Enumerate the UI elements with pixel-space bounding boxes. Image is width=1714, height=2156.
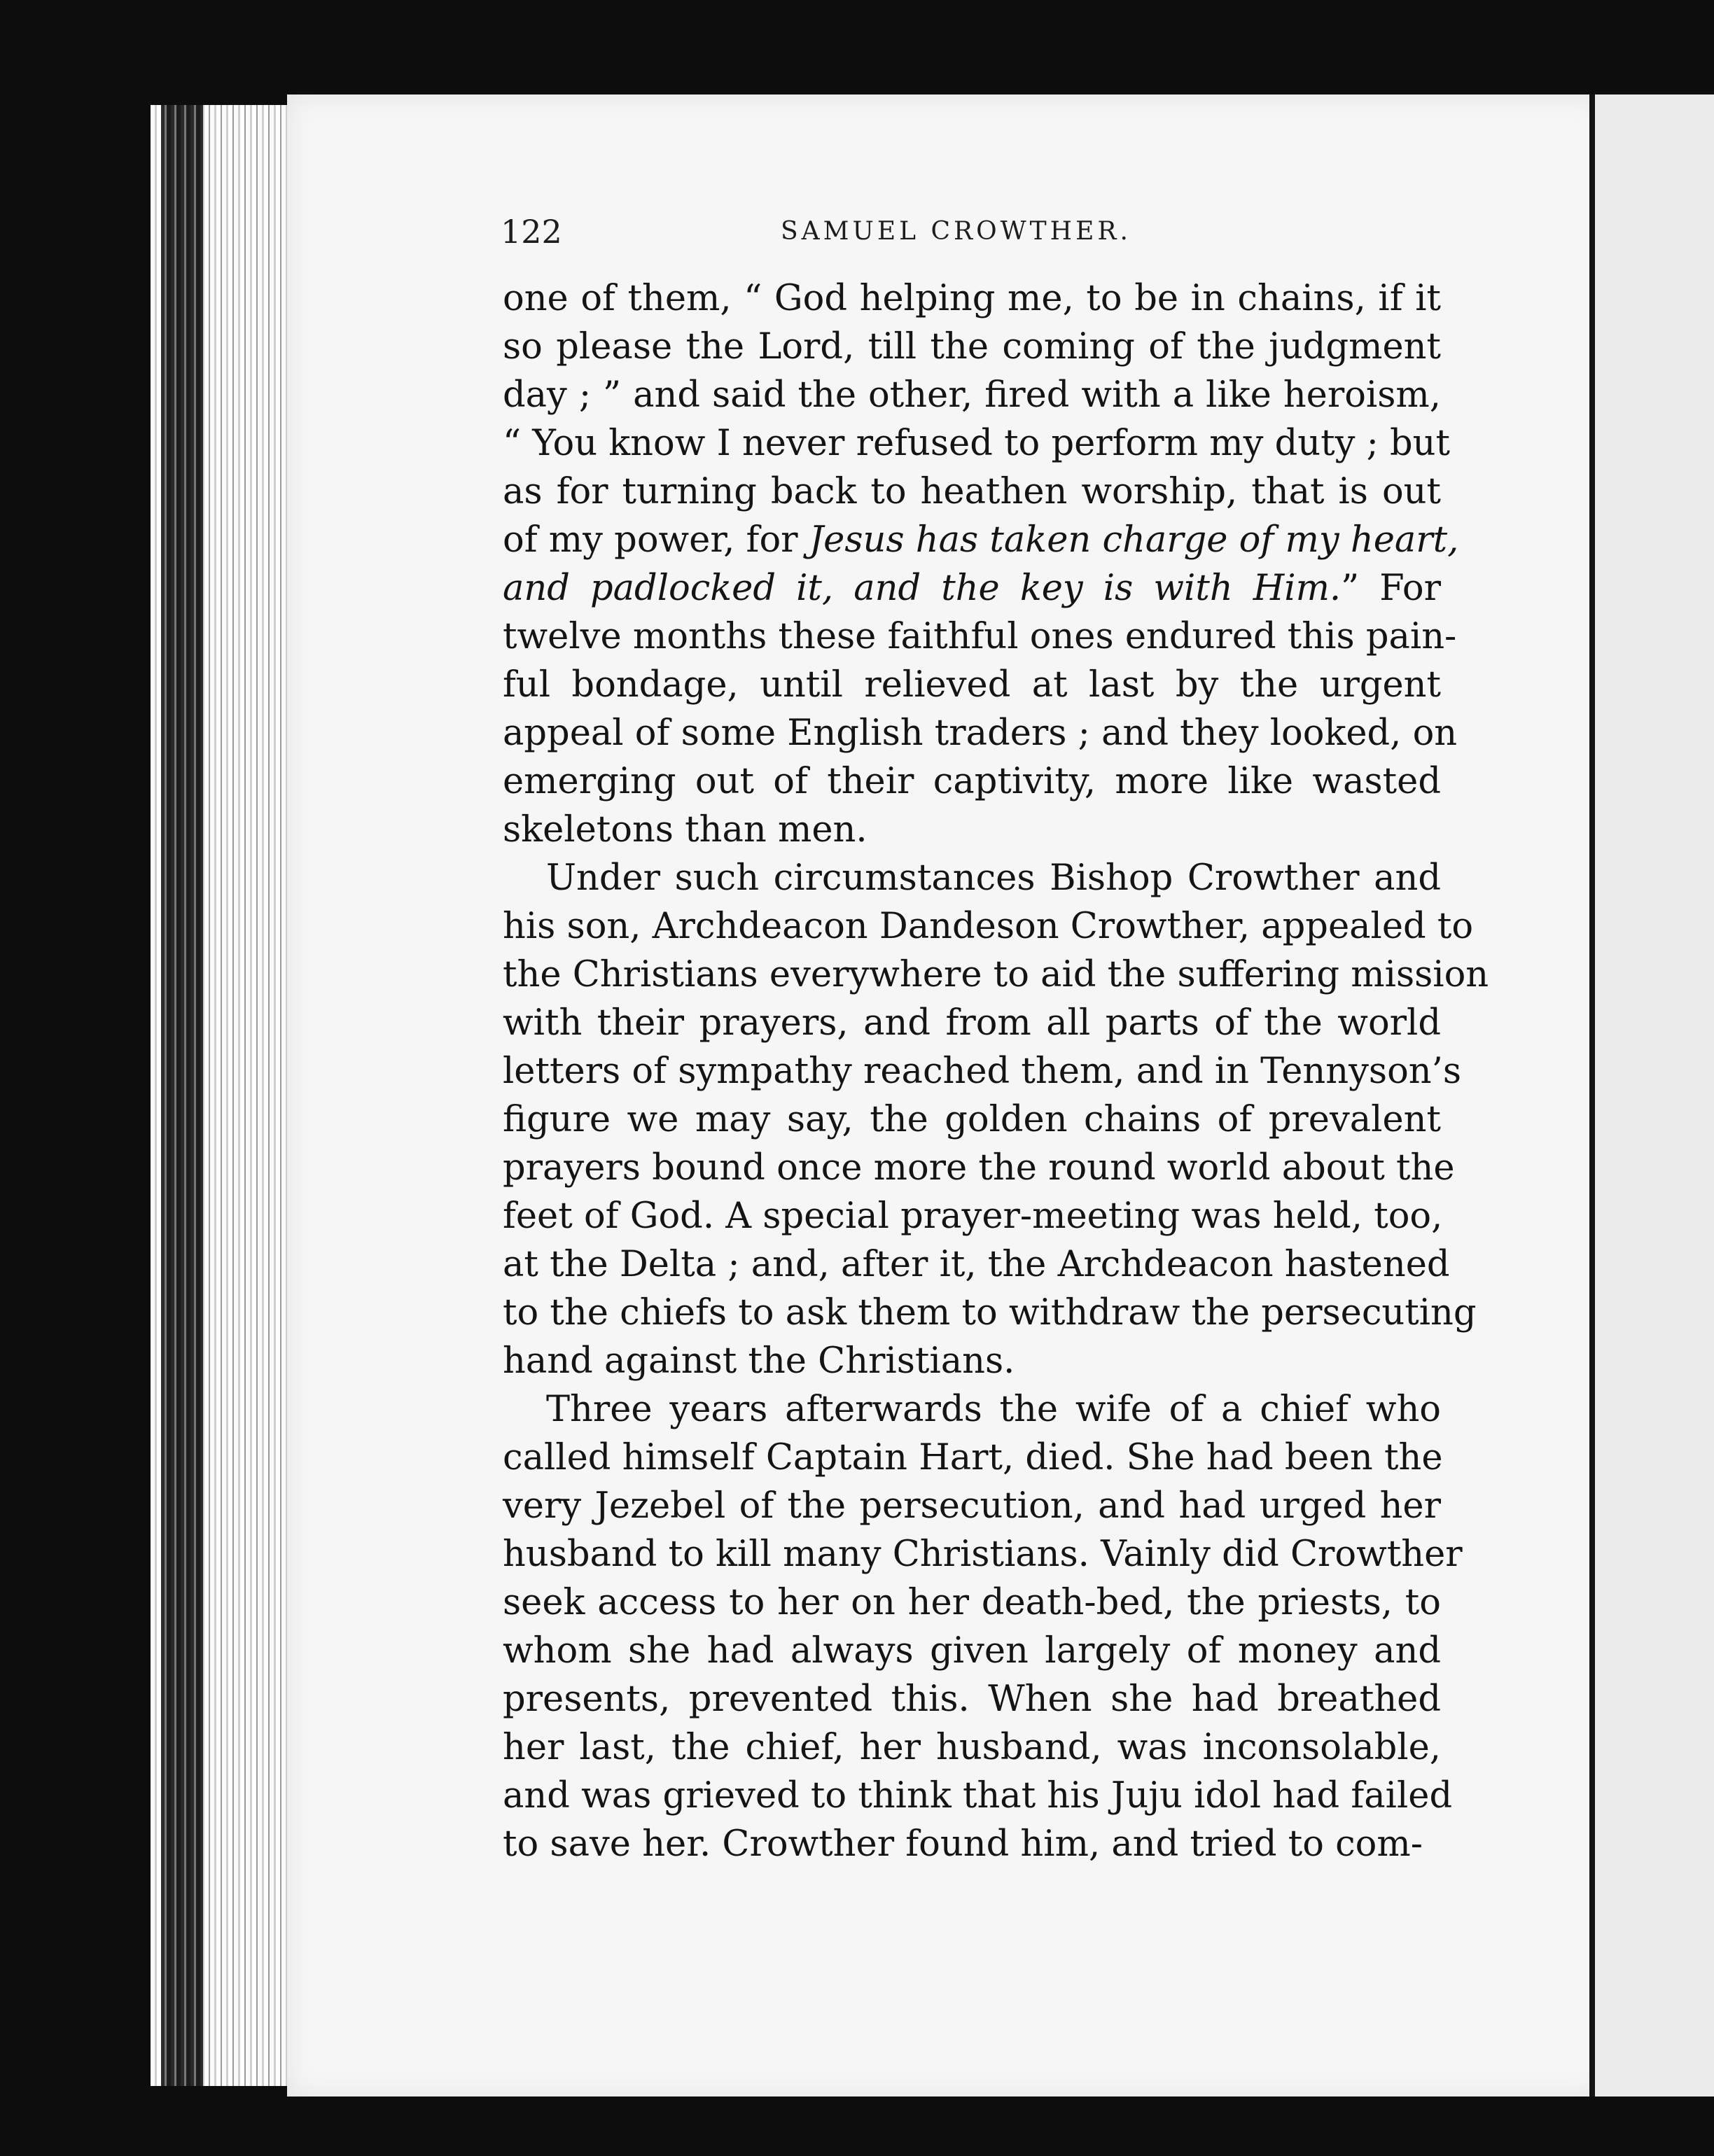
text-line: to the chiefs to ask them to withdraw the persecuting bbox=[503, 1292, 1477, 1334]
text-line: ful bondage, until relieved at last by the urgent bbox=[503, 664, 1441, 706]
text-line: so please the Lord, till the coming of the judgment bbox=[503, 326, 1441, 368]
text-line: to save her. Crowther found him, and tried to com- bbox=[503, 1823, 1423, 1865]
text-line: of my power, for Jesus has taken charge of my heart, bbox=[503, 519, 1459, 561]
text-line: with their prayers, and from all parts of the world bbox=[503, 1002, 1441, 1044]
text-line: the Christians everywhere to aid the suffering mission bbox=[503, 954, 1489, 995]
text-line: Under such circumstances Bishop Crowther and bbox=[546, 858, 1441, 899]
text-line: very Jezebel of the persecution, and had urged her bbox=[503, 1485, 1441, 1527]
page-header bbox=[501, 213, 1439, 255]
running-head: SAMUEL CROWTHER. bbox=[781, 217, 1131, 246]
text-line: “ You know I never refused to perform my duty ; but bbox=[503, 423, 1450, 464]
text-line: prayers bound once more the round world about the bbox=[503, 1147, 1455, 1189]
text-line: seek access to her on her death-bed, the priests, to bbox=[503, 1582, 1441, 1623]
text-line: at the Delta ; and, after it, the Archdeacon hastened bbox=[503, 1244, 1450, 1285]
text-line: figure we may say, the golden chains of prevalent bbox=[503, 1099, 1441, 1140]
text-line: feet of God. A special prayer-meeting was held, too, bbox=[503, 1196, 1443, 1237]
text-line: presents, prevented this. When she had breathed bbox=[503, 1679, 1441, 1720]
text-line: skeletons than men. bbox=[503, 809, 868, 850]
text-line: one of them, “ God helping me, to be in chains, if it bbox=[503, 278, 1441, 319]
text-line: and was grieved to think that his Juju idol had failed bbox=[503, 1775, 1453, 1816]
text-line: as for turning back to heathen worship, that is out bbox=[503, 471, 1441, 512]
text-line: appeal of some English traders ; and they looked, on bbox=[503, 713, 1458, 754]
body-text bbox=[503, 274, 1489, 1868]
text-line: her last, the chief, her husband, was inconsolable, bbox=[503, 1727, 1441, 1768]
book-spine-edge bbox=[161, 105, 203, 2086]
text-line: day ; ” and said the other, fired with a like heroism, bbox=[503, 374, 1441, 416]
text-line: husband to kill many Christians. Vainly did Crowther bbox=[503, 1534, 1463, 1575]
text-line: hand against the Christians. bbox=[503, 1340, 1015, 1382]
italic-quote: and padlocked it, and the key is with Him. bbox=[503, 568, 1342, 609]
italic-quote: Jesus has taken charge of my heart, bbox=[809, 519, 1459, 561]
text-line: called himself Captain Hart, died. She had been the bbox=[503, 1437, 1443, 1478]
text-line: twelve months these faithful ones endured this pain- bbox=[503, 616, 1457, 657]
text-line: and padlocked it, and the key is with Him.” For bbox=[503, 568, 1441, 609]
text-line: letters of sympathy reached them, and in Tennyson’s bbox=[503, 1051, 1462, 1092]
page-number: 122 bbox=[501, 213, 562, 251]
text-line: Three years afterwards the wife of a chief who bbox=[546, 1389, 1441, 1430]
text-line: emerging out of their captivity, more like wasted bbox=[503, 761, 1441, 802]
text-line: his son, Archdeacon Dandeson Crowther, appealed to bbox=[503, 906, 1474, 947]
text-line: whom she had always given largely of money and bbox=[503, 1630, 1441, 1672]
facing-page-edge bbox=[1589, 94, 1714, 2096]
